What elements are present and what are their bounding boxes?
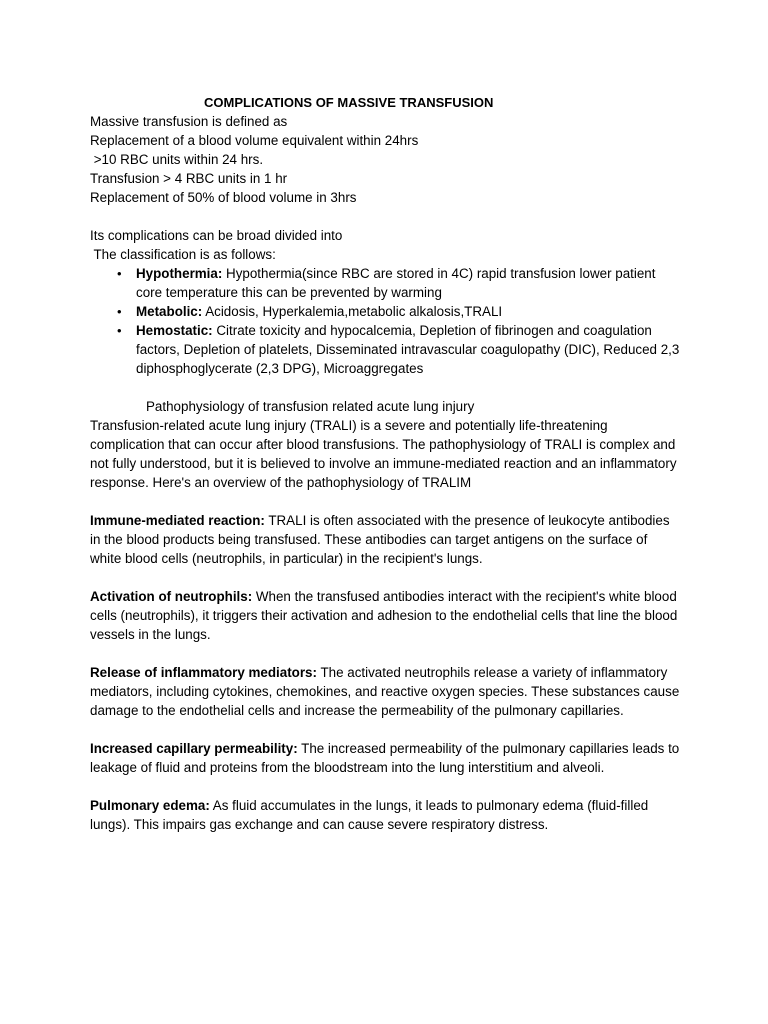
definition-line-5: Replacement of 50% of blood volume in 3hrs — [90, 190, 357, 205]
section-text: As fluid accumulates in the lungs, it leads to pulmonary edema (fluid-filled lungs). This impairs gas exchange and can cause severe respiratory distress. — [90, 798, 649, 832]
list-item — [90, 321, 680, 378]
definition-line-4: Transfusion > 4 RBC units in 1 hr — [90, 171, 288, 186]
definition-line-1: Massive transfusion is defined as — [90, 114, 288, 129]
section-text: When the transfused antibodies interact with the recipient's white blood cells (neutrophils), it triggers their activation and adhesion to the endothelial cells that line the blood vessels in the lungs. — [90, 589, 678, 642]
trali-intro-paragraph: Transfusion-related acute lung injury (TRALI) is a severe and potentially life-threatening complication that can occur after blood transfusions. The pathophysiology of TRALI is complex and not fully understood, but it is believed to involve an immune-mediated reaction and an inflammatory response. Here's an overview of the pathophysiology of TRALIM — [90, 418, 677, 490]
spacer — [90, 720, 680, 739]
spacer — [90, 777, 680, 796]
bullet-icon: • — [117, 266, 122, 281]
definition-line-3: >10 RBC units within 24 hrs. — [90, 152, 264, 167]
spacer — [90, 207, 680, 226]
bullet-icon: • — [117, 323, 122, 338]
bullet-term: Metabolic: — [136, 304, 203, 319]
section-paragraph — [90, 663, 680, 720]
section-paragraph — [90, 511, 680, 568]
bullet-text: Acidosis, Hyperkalemia,metabolic alkalosis,TRALI — [202, 304, 503, 319]
classification-intro-2: The classification is as follows: — [90, 247, 276, 262]
section-text: TRALI is often associated with the presence of leukocyte antibodies in the blood products being transfused. These antibodies can target antigens on the surface of white blood cells (neutrophils, in particular) in the recipient's lungs. — [90, 513, 670, 566]
section-term: Pulmonary edema: — [90, 798, 210, 813]
section-term: Activation of neutrophils: — [90, 589, 253, 604]
section-paragraph — [90, 587, 680, 644]
list-item — [90, 264, 680, 302]
bullet-term: Hypothermia: — [136, 266, 223, 281]
document-body — [90, 93, 680, 834]
section-term: Immune-mediated reaction: — [90, 513, 265, 528]
page-title: COMPLICATIONS OF MASSIVE TRANSFUSION — [204, 95, 494, 110]
classification-intro-1: Its complications can be broad divided into — [90, 228, 343, 243]
bullet-text: Citrate toxicity and hypocalcemia, Depletion of fibrinogen and coagulation factors, Depletion of platelets, Disseminated intravascular coagulopathy (DIC), Reduced 2,3 diphosphoglycerate (2,3 DPG), Microaggregates — [136, 323, 680, 376]
section-term: Increased capillary permeability: — [90, 741, 298, 756]
section-paragraph — [90, 739, 680, 777]
section-paragraph — [90, 796, 680, 834]
section-term: Release of inflammatory mediators: — [90, 665, 317, 680]
section-text: The activated neutrophils release a variety of inflammatory mediators, including cytokines, chemokines, and reactive oxygen species. These substances cause damage to the endothelial cells and increase the permeability of the pulmonary capillaries. — [90, 665, 680, 718]
spacer — [90, 492, 680, 511]
definition-line-2: Replacement of a blood volume equivalent within 24hrs — [90, 133, 419, 148]
spacer — [90, 568, 680, 587]
spacer — [90, 644, 680, 663]
trali-heading: Pathophysiology of transfusion related acute lung injury — [146, 399, 475, 414]
list-item — [90, 302, 680, 321]
bullet-term: Hemostatic: — [136, 323, 213, 338]
section-text: The increased permeability of the pulmonary capillaries leads to leakage of fluid and proteins from the bloodstream into the lung interstitium and alveoli. — [90, 741, 680, 775]
bullet-icon: • — [117, 304, 122, 319]
complications-list — [90, 264, 680, 378]
spacer — [90, 378, 680, 397]
bullet-text: Hypothermia(since RBC are stored in 4C) rapid transfusion lower patient core temperature this can be prevented by warming — [136, 266, 656, 300]
